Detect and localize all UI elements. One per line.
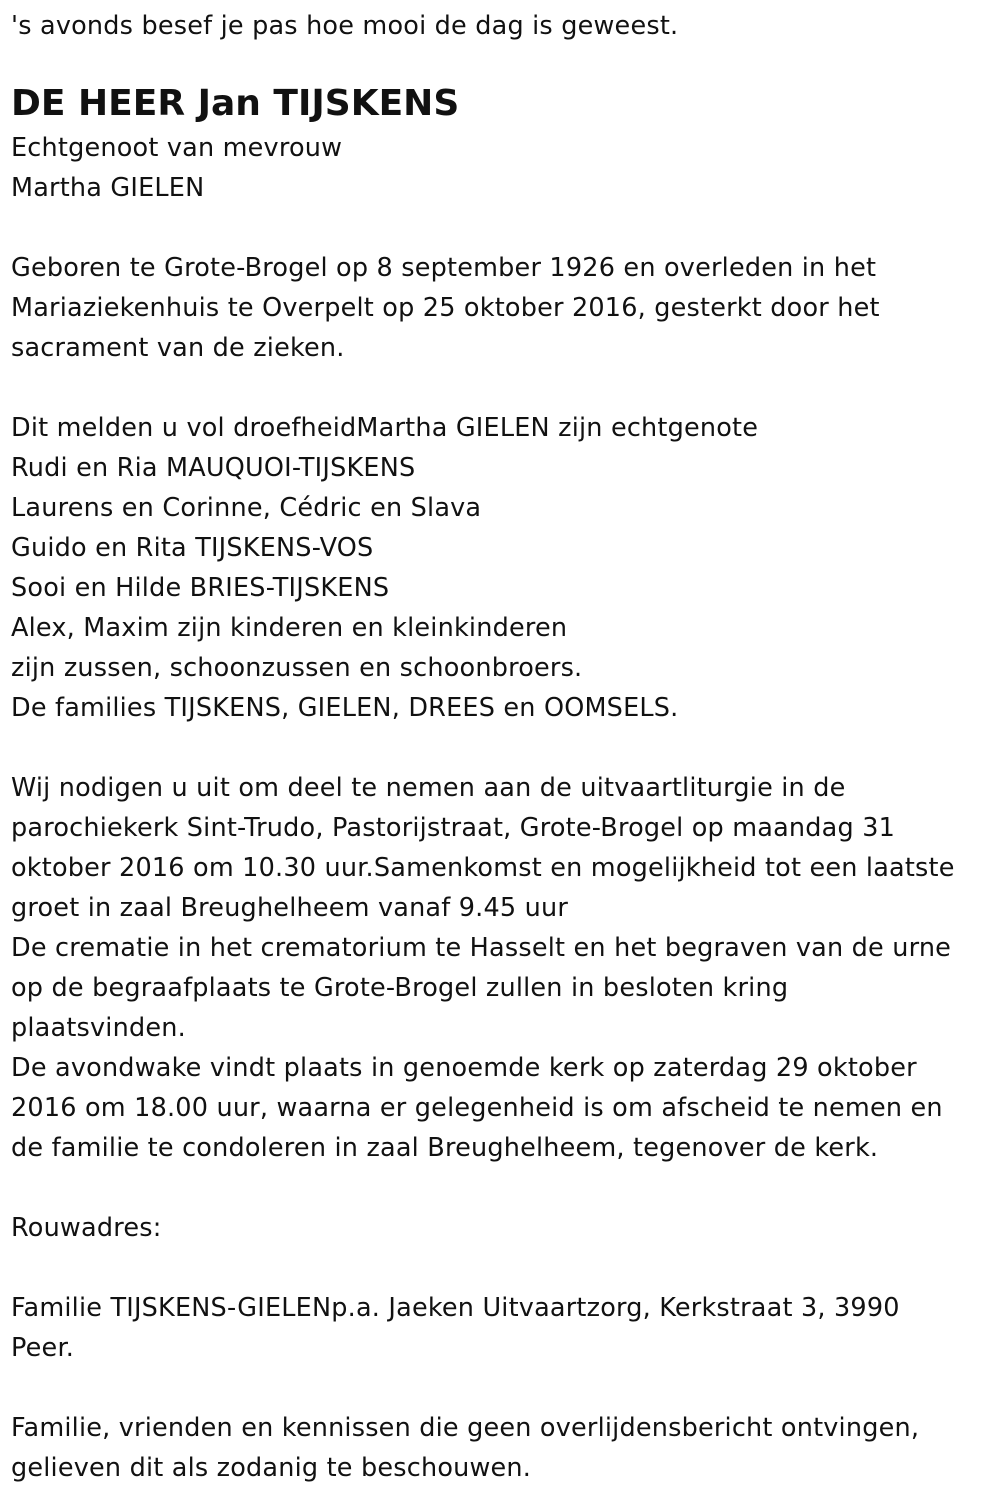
text-line: de familie te condoleren in zaal Breughelheem, tegenover de kerk. [11, 1133, 879, 1163]
text-line: 2016 om 18.00 uur, waarna er gelegenheid is om afscheid te nemen en [11, 1093, 943, 1123]
ceremony-paragraph [11, 768, 991, 1168]
family-line: Laurens en Corinne, Cédric en Slava [11, 493, 482, 523]
obituary-document [11, 6, 991, 1488]
family-line: Rudi en Ria MAUQUOI-TIJSKENS [11, 453, 416, 483]
birth-death-paragraph [11, 248, 991, 368]
text-line: De avondwake vindt plaats in genoemde kerk op zaterdag 29 oktober [11, 1053, 917, 1083]
spouse-section [11, 128, 991, 208]
family-line: Alex, Maxim zijn kinderen en kleinkinderen [11, 613, 568, 643]
opening-quote: 's avonds besef je pas hoe mooi de dag is geweest. [11, 11, 679, 41]
deceased-title: DE HEER Jan TIJSKENS [11, 83, 460, 124]
text-line: Geboren te Grote-Brogel op 8 september 1926 en overleden in het [11, 253, 877, 283]
text-line: groet in zaal Breughelheem vanaf 9.45 uur [11, 893, 569, 923]
family-list [11, 408, 991, 728]
text-line: Mariaziekenhuis te Overpelt op 25 oktober 2016, gesterkt door het [11, 293, 880, 323]
text-line: De crematie in het crematorium te Hasselt en het begraven van de urne [11, 933, 952, 963]
text-line: plaatsvinden. [11, 1013, 186, 1043]
family-line: Sooi en Hilde BRIES-TIJSKENS [11, 573, 390, 603]
spacer [11, 1168, 991, 1208]
text-line: oktober 2016 om 10.30 uur.Samenkomst en mogelijkheid tot een laatste [11, 853, 955, 883]
family-line: zijn zussen, schoonzussen en schoonbroers. [11, 653, 583, 683]
spouse-name: Martha GIELEN [11, 173, 205, 203]
family-line: Dit melden u vol droefheidMartha GIELEN zijn echtgenote [11, 413, 759, 443]
family-line: Guido en Rita TIJSKENS-VOS [11, 533, 374, 563]
address-paragraph [11, 1288, 991, 1368]
text-line: Peer. [11, 1333, 75, 1363]
address-label: Rouwadres: [11, 1213, 162, 1243]
text-line: op de begraafplaats te Grote-Brogel zullen in besloten kring [11, 973, 789, 1003]
text-line: parochiekerk Sint-Trudo, Pastorijstraat, Grote-Brogel op maandag 31 [11, 813, 896, 843]
closing-paragraph [11, 1408, 991, 1488]
spacer [11, 1368, 991, 1408]
text-line: gelieven dit als zodanig te beschouwen. [11, 1453, 532, 1483]
spacer [11, 368, 991, 408]
spouse-line: Echtgenoot van mevrouw [11, 133, 343, 163]
text-line: sacrament van de zieken. [11, 333, 345, 363]
spacer [11, 208, 991, 248]
text-line: Wij nodigen u uit om deel te nemen aan de uitvaartliturgie in de [11, 773, 846, 803]
text-line: Familie, vrienden en kennissen die geen overlijdensbericht ontvingen, [11, 1413, 920, 1443]
spacer [11, 728, 991, 768]
spacer [11, 46, 991, 80]
text-line: Familie TIJSKENS-GIELENp.a. Jaeken Uitvaartzorg, Kerkstraat 3, 3990 [11, 1293, 900, 1323]
spacer [11, 1248, 991, 1288]
family-line: De families TIJSKENS, GIELEN, DREES en OOMSELS. [11, 693, 679, 723]
